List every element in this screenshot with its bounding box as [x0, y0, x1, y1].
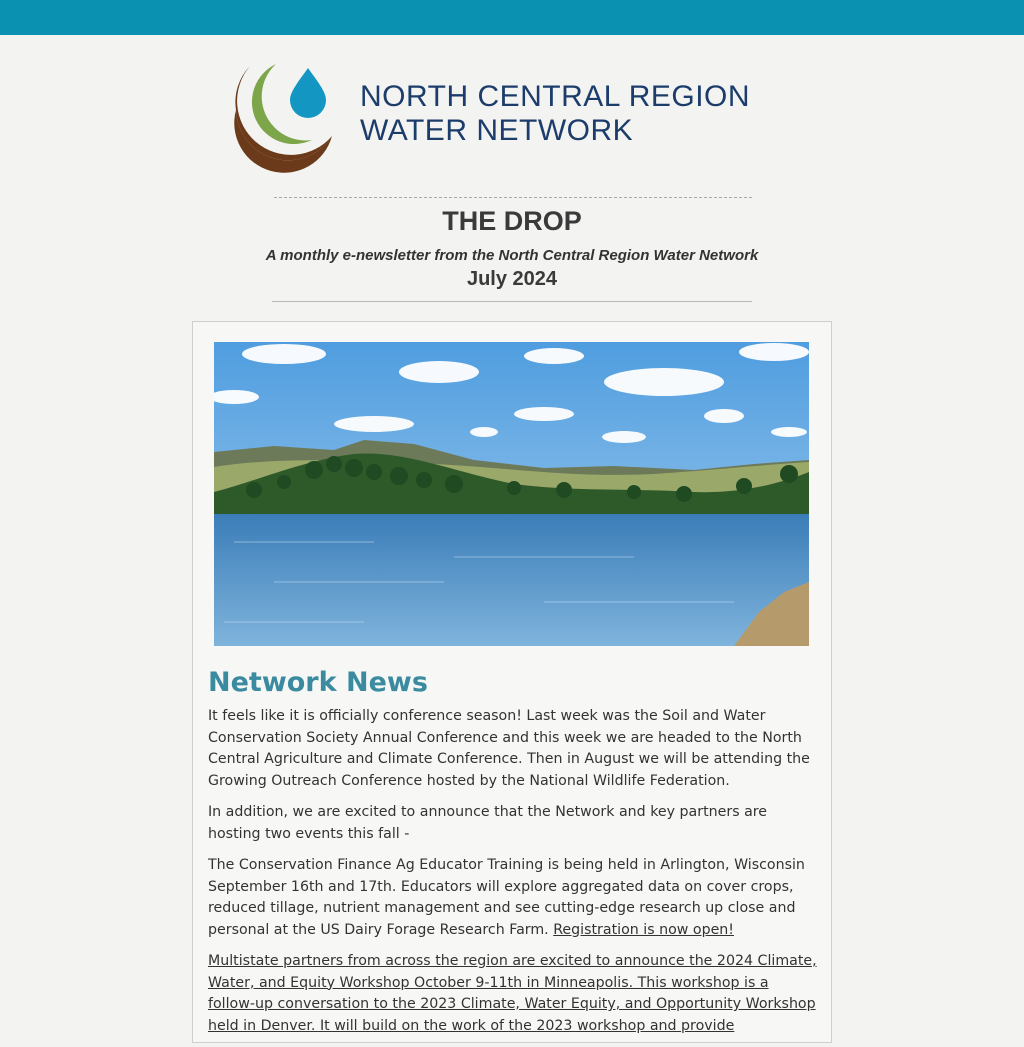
- climate-workshop-link[interactable]: Multistate partners from across the region are excited to announce the 2024 Climate, Water, and Equity Workshop October 9-11th in Minneapolis. This workshop is a follow-up conversation to the 2023 Climate, Water Equity, and Opportunity Workshop held in Denver. It will build on the work of the 2023 workshop and provide: [208, 953, 817, 1034]
- ncr-water-network-logo[interactable]: [228, 60, 798, 175]
- issue-date: July 2024: [466, 268, 558, 290]
- newsletter-content-card: [192, 321, 832, 1043]
- solid-divider: [272, 301, 752, 302]
- water-drop-crescent-icon: [228, 60, 340, 175]
- section-title-network-news: Network News: [208, 667, 428, 698]
- paragraph-events-intro: In addition, we are excited to announce that the Network and key partners are hosting two events this fall -: [208, 804, 768, 842]
- newsletter-title: THE DROP: [442, 206, 582, 236]
- paragraph-climate-workshop: [208, 951, 820, 1037]
- dashed-divider: [274, 197, 752, 198]
- logo-text-line2: WATER NETWORK: [360, 114, 634, 147]
- ag-training-text: The Conservation Finance Ag Educator Training is being held in Arlington, Wisconsin September 16th and 17th. Educators will explore aggregated data on cover crops, reduced tillage, nutrient management and see cutting-edge research up close and personal at the US Dairy Forage Research Farm.: [208, 857, 805, 938]
- top-banner-bar: [0, 0, 1024, 35]
- paragraph-conference-season: It feels like it is officially conference season! Last week was the Soil and Water Conservation Society Annual Conference and this week we are headed to the North Central Agriculture and Climate Conference. Then in August we will be attending the Growing Outreach Conference hosted by the National Wildlife Federation.: [208, 708, 810, 789]
- lake-landscape-illustration: [214, 342, 809, 646]
- logo-text-line1: NORTH CENTRAL REGION: [360, 80, 751, 113]
- registration-link[interactable]: Registration is now open!: [553, 921, 734, 938]
- lake-landscape-image: [214, 342, 809, 646]
- network-news-body: [208, 706, 820, 1047]
- paragraph-ag-educator-training: [208, 855, 820, 941]
- newsletter-subtitle: A monthly e-newsletter from the North Central Region Water Network: [265, 247, 759, 264]
